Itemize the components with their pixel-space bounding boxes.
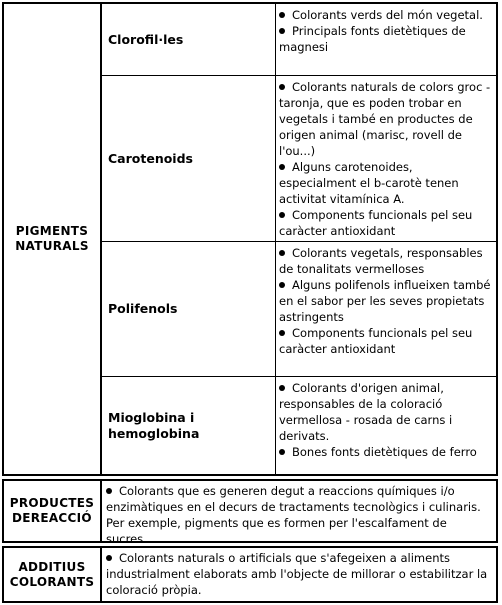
bullet-icon [279, 449, 285, 455]
list-item: Colorants naturals o artificials que s'afegeixen a aliments industrialment elaborats amb l'objecte de millorar o estabilitzar la coloració pròpia. [106, 551, 488, 597]
bullet-icon [279, 282, 285, 288]
category-label: COLORANTS [9, 574, 95, 589]
category-label: PRODUCTES [9, 496, 95, 510]
table-row [102, 376, 496, 474]
list-item: Alguns polifenols influeixen també en el sabor per les seves propietats astringents [279, 278, 491, 324]
section-additius-colorants [2, 546, 498, 603]
list-item: Components funcionals pel seu caràcter antioxidant [279, 326, 473, 356]
category-cell [4, 4, 102, 474]
category-label: ADDITIUS [18, 559, 86, 574]
pigment-name: Carotenoids [102, 76, 276, 241]
bullet-icon [279, 164, 285, 170]
bullet-icon [279, 330, 285, 336]
bullet-icon [279, 385, 285, 391]
table-row [102, 4, 496, 75]
bullet-icon [279, 250, 285, 256]
list-item: Colorants naturals de colors groc - taronja, que es poden trobar en vegetals i també en productes de origen animal (marisc, rovell de l'ou...) [279, 80, 491, 158]
pigment-name: Clorofil·les [102, 4, 276, 75]
list-item: Colorants d'origen animal, responsables de la coloració vermellosa - rosada de carns i derivats. [279, 381, 453, 443]
list-item: Colorants verds del món vegetal. [279, 7, 493, 23]
pigment-description [276, 4, 496, 75]
category-label: NATURALS [15, 239, 89, 253]
list-item: Principals fonts dietètiques de magnesi [279, 24, 466, 54]
list-item: Colorants que es generen degut a reaccions químiques i/o enzimàtiques en el decurs de tractaments tecnològics i culinaris. Per exemple, pigments que es formen per l'escalfament de sucres.. [106, 484, 481, 546]
list-item: Components funcionals pel seu caràcter antioxidant [279, 208, 473, 238]
section-productes-reaccio [2, 479, 498, 546]
category-cell [4, 481, 102, 541]
bullet-icon [279, 84, 285, 90]
list-item: Colorants vegetals, responsables de tonalitats vermelloses [279, 246, 483, 276]
pigment-description [276, 377, 496, 474]
table-row [102, 75, 496, 241]
section-pigments-naturals [2, 2, 498, 476]
category-description [102, 481, 496, 546]
bullet-icon [106, 555, 112, 561]
pigment-description [276, 76, 496, 241]
list-item: Alguns carotenoides, especialment el b-carotè tenen activitat vitamínica A. [279, 160, 459, 206]
pigments-table [2, 2, 498, 603]
bullet-icon [279, 12, 285, 18]
pigment-name: Polifenols [102, 242, 276, 376]
table-row [102, 241, 496, 376]
bullet-icon [279, 212, 285, 218]
bullet-icon [279, 28, 285, 34]
bullet-icon [106, 488, 112, 494]
category-label: PIGMENTS [15, 224, 89, 238]
pigment-name: Mioglobina i hemoglobina [102, 377, 276, 474]
category-description [102, 548, 496, 601]
category-label: DEREACCIÓ [12, 511, 92, 525]
category-cell [4, 548, 102, 601]
list-item: Bones fonts dietètiques de ferro [279, 444, 493, 460]
pigment-description [276, 242, 496, 376]
pigment-rows [102, 4, 496, 474]
